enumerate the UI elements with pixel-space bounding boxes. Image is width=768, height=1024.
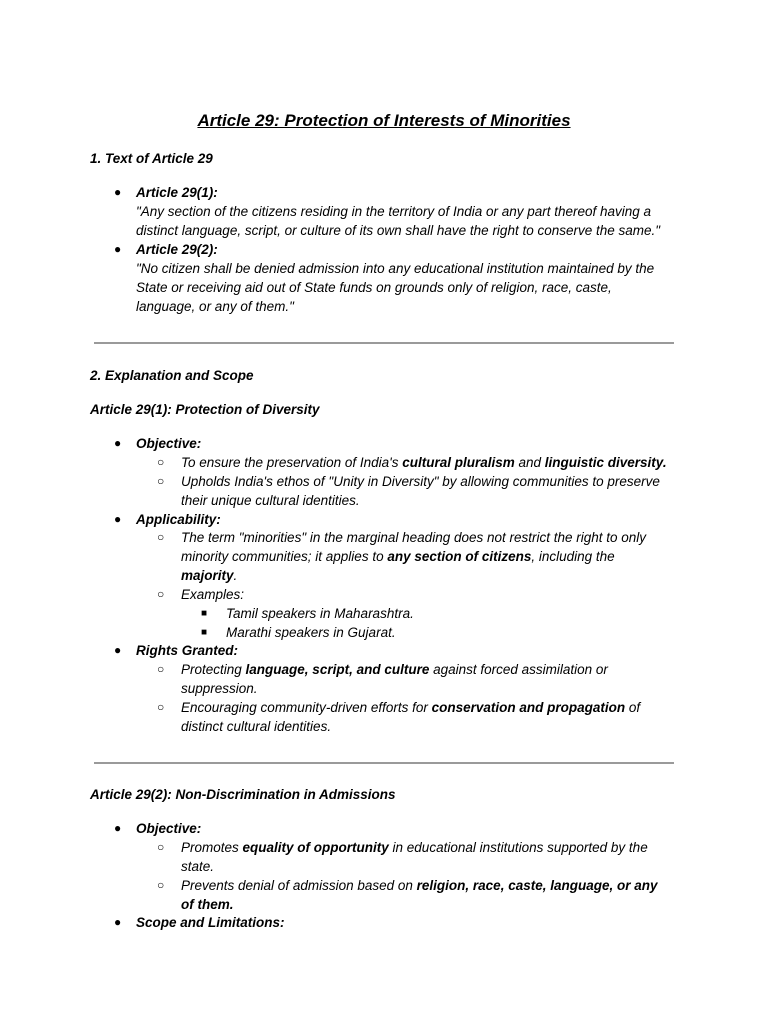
applicability-item-line: majority.	[181, 568, 238, 583]
bullet-icon: ●	[114, 915, 122, 929]
article-29-1-label: Article 29(1):	[136, 185, 218, 200]
objective-item-line: of them.	[181, 897, 234, 912]
article-29-2-text-line: language, or any of them."	[136, 299, 294, 314]
section-2-heading: 2. Explanation and Scope	[90, 368, 254, 383]
bullet-icon: ●	[114, 512, 122, 526]
hollow-bullet-icon: ○	[157, 530, 165, 544]
applicability-item-line: minority communities; it applies to any section of citizens, including the	[181, 549, 615, 564]
bullet-icon: ●	[114, 436, 122, 450]
example-item: Marathi speakers in Gujarat.	[226, 625, 396, 640]
objective-item-line: Promotes equality of opportunity in educational institutions supported by the	[181, 840, 648, 855]
document-title: Article 29: Protection of Interests of Minorities	[197, 111, 571, 130]
objective-label: Objective:	[136, 436, 202, 451]
article-29-1-text-line: distinct language, script, or culture of its own shall have the right to conserve the same."	[136, 223, 661, 238]
square-bullet-icon: ■	[201, 608, 208, 619]
hollow-bullet-icon: ○	[157, 878, 165, 892]
example-item: Tamil speakers in Maharashtra.	[226, 606, 414, 621]
objective-item: To ensure the preservation of India's cultural pluralism and linguistic diversity.	[181, 455, 667, 470]
objective-item-line: their unique cultural identities.	[181, 493, 360, 508]
article-29-2-label: Article 29(2):	[136, 242, 218, 257]
hollow-bullet-icon: ○	[157, 587, 165, 601]
article-29-2-text-line: "No citizen shall be denied admission into any educational institution maintained by the	[136, 261, 655, 276]
hollow-bullet-icon: ○	[157, 662, 165, 676]
article-29-1-subheading: Article 29(1): Protection of Diversity	[90, 402, 320, 417]
bullet-icon: ●	[114, 185, 122, 199]
rights-item-line: Protecting language, script, and culture against forced assimilation or	[181, 662, 608, 677]
section-1-heading: 1. Text of Article 29	[90, 151, 213, 166]
horizontal-divider	[94, 342, 674, 344]
hollow-bullet-icon: ○	[157, 455, 165, 469]
applicability-label: Applicability:	[136, 512, 221, 527]
hollow-bullet-icon: ○	[157, 474, 165, 488]
rights-item-line: suppression.	[181, 681, 258, 696]
article-29-1-text-line: "Any section of the citizens residing in the territory of India or any part thereof having a	[136, 204, 652, 219]
article-29-2-subheading: Article 29(2): Non-Discrimination in Admissions	[90, 787, 396, 802]
applicability-item-line: The term "minorities" in the marginal heading does not restrict the right to only	[181, 530, 647, 545]
examples-label: Examples:	[181, 587, 245, 602]
bullet-icon: ●	[114, 821, 122, 835]
rights-granted-label: Rights Granted:	[136, 643, 239, 658]
hollow-bullet-icon: ○	[157, 840, 165, 854]
objective-item-line: Upholds India's ethos of "Unity in Diversity" by allowing communities to preserve	[181, 474, 660, 489]
article-29-2-text-line: State or receiving aid out of State funds on grounds only of religion, race, caste,	[136, 280, 612, 295]
scope-limitations-label: Scope and Limitations:	[136, 915, 285, 930]
objective-item-line: state.	[181, 859, 215, 874]
bullet-icon: ●	[114, 643, 122, 657]
horizontal-divider	[94, 762, 674, 764]
bullet-icon: ●	[114, 242, 122, 256]
rights-item-line: Encouraging community-driven efforts for conservation and propagation of	[181, 700, 641, 715]
rights-item-line: distinct cultural identities.	[181, 719, 332, 734]
hollow-bullet-icon: ○	[157, 700, 165, 714]
square-bullet-icon: ■	[201, 627, 208, 638]
objective-label: Objective:	[136, 821, 202, 836]
objective-item-line: Prevents denial of admission based on religion, race, caste, language, or any	[181, 878, 658, 893]
